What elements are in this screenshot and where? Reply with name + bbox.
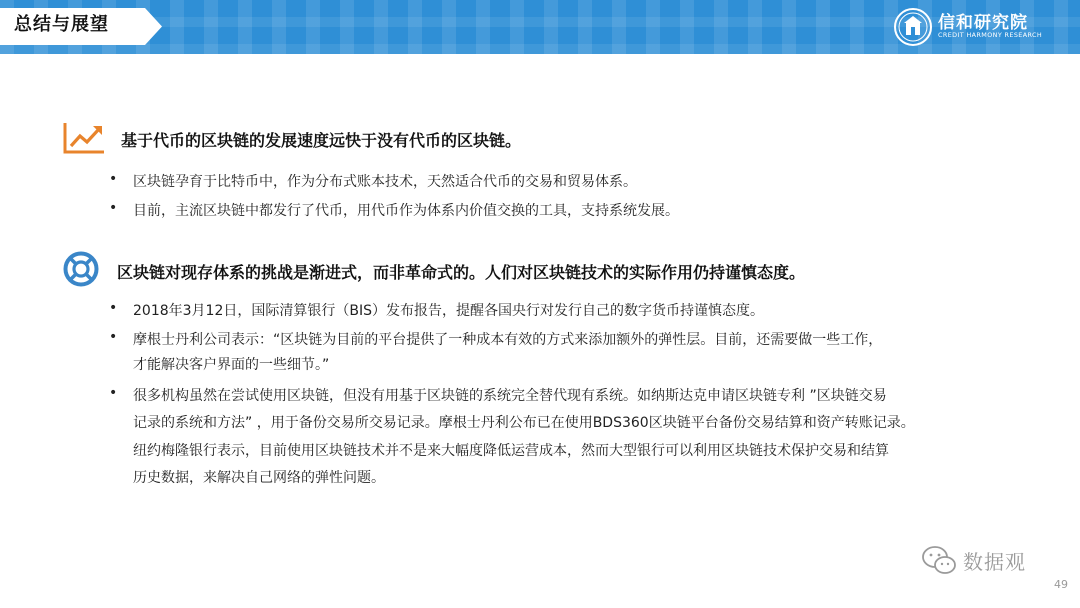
bullet-dot: • bbox=[109, 385, 118, 401]
section-heading-1: 基于代币的区块链的发展速度远快于没有代币的区块链。 bbox=[121, 131, 522, 150]
page-title: 总结与展望 bbox=[14, 14, 109, 35]
brand-name: 信和研究院 bbox=[938, 13, 1028, 33]
bullet-text-2-2-line2: 才能解决客户界面的一些细节。” bbox=[133, 357, 330, 373]
header-banner bbox=[0, 0, 1080, 54]
bullet-text-2-3-line4: 历史数据，来解决自己网络的弹性问题。 bbox=[133, 470, 385, 486]
bullet-text-2-3-line2: 记录的系统和方法” ，用于备份交易所交易记录。摩根士丹利公布已在使用BDS360区块链平台备份交易结算和资产转账记录。 bbox=[133, 415, 915, 431]
bullet-text-2-3-line3: 纽约梅隆银行表示，目前使用区块链技术并不是来大幅度降低运营成本，然而大型银行可以利用区块链技术保护交易和结算 bbox=[133, 443, 889, 459]
brand-logo bbox=[893, 7, 933, 47]
watermark-text: 数据观 bbox=[963, 550, 1026, 574]
bullet-text-1-2: 目前，主流区块链中都发行了代币，用代币作为体系内价值交换的工具，支持系统发展。 bbox=[133, 203, 679, 219]
brand-subtitle: CREDIT HARMONY RESEARCH bbox=[938, 31, 1043, 39]
section-heading-2: 区块链对现存体系的挑战是渐进式，而非革命式的。人们对区块链技术的实际作用仍持谨慎态度。 bbox=[117, 263, 806, 282]
bullet-dot: • bbox=[109, 329, 118, 345]
bullet-dot: • bbox=[109, 171, 118, 187]
chat-bubbles-icon bbox=[920, 544, 958, 576]
bullet-text-2-2-line1: 摩根士丹利公司表示：“区块链为目前的平台提供了一种成本有效的方式来添加额外的弹性层。目前，还需要做一些工作， bbox=[133, 332, 883, 348]
bullet-text-2-1: 2018年3月12日，国际清算银行（BIS）发布报告，提醒各国央行对发行自己的数字货币持谨慎态度。 bbox=[133, 303, 764, 319]
bullet-text-1-1: 区块链孕育于比特币中，作为分布式账本技术，天然适合代币的交易和贸易体系。 bbox=[133, 174, 637, 190]
lifebuoy-icon bbox=[63, 251, 99, 287]
page-number: 49 bbox=[1054, 578, 1068, 591]
trend-chart-icon bbox=[62, 121, 106, 155]
bullet-text-2-3-line1: 很多机构虽然在尝试使用区块链，但没有用基于区块链的系统完全替代现有系统。如纳斯达克申请区块链专利 ”区块链交易 bbox=[133, 388, 887, 404]
bullet-dot: • bbox=[109, 200, 118, 216]
bullet-dot: • bbox=[109, 300, 118, 316]
